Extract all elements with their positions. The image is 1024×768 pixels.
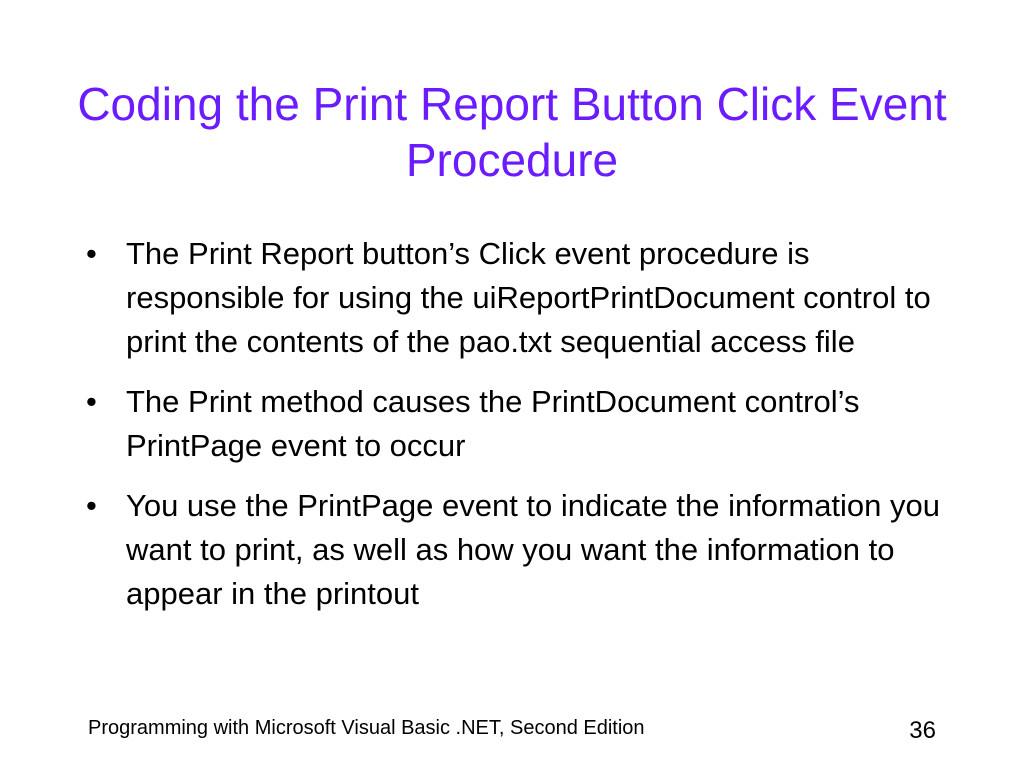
footer-text: Programming with Microsoft Visual Basic .NET, Second Edition <box>88 717 645 739</box>
bullet-icon: • <box>86 384 97 419</box>
bullet-item-1 <box>86 232 966 364</box>
bullet-text: The Print method causes the PrintDocument control’s PrintPage event to occur <box>126 384 860 463</box>
page-number: 36 <box>909 717 936 744</box>
bullet-list <box>86 232 966 632</box>
bullet-item-3 <box>86 484 966 616</box>
bullet-icon: • <box>86 488 97 523</box>
bullet-item-2 <box>86 380 966 468</box>
bullet-icon: • <box>86 236 97 271</box>
slide-title: Coding the Print Report Button Click Event Procedure <box>77 78 947 186</box>
bullet-text: The Print Report button’s Click event procedure is responsible for using the uiReportPrintDocument control to print the contents of the pao.txt sequential access file <box>126 236 931 359</box>
bullet-text: You use the PrintPage event to indicate the information you want to print, as well as how you want the information to appear in the printout <box>126 488 941 611</box>
